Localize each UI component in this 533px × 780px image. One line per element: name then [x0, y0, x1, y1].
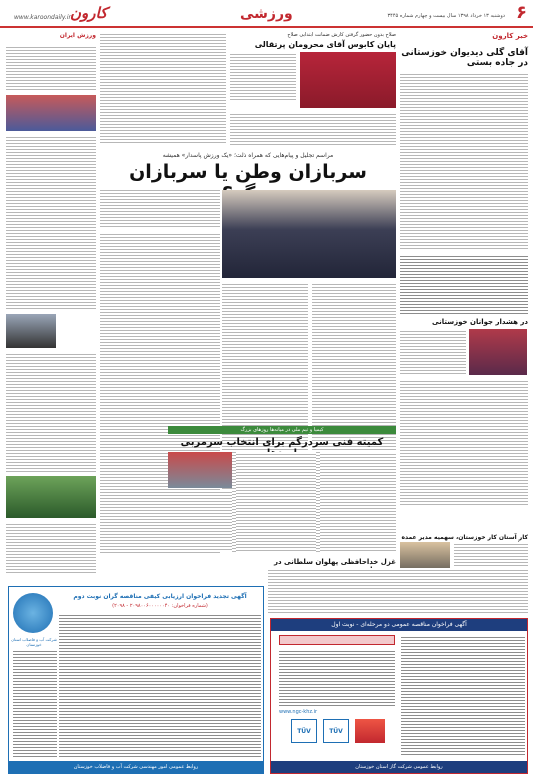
left-story-2: [6, 135, 96, 310]
dateline: دوشنبه ۱۳ خرداد ۱۳۹۸ سال بیست و چهارم شماره ۳۴۴۵: [387, 13, 505, 19]
left-photo-3: [6, 476, 96, 518]
mid-body-right: [320, 452, 396, 552]
top-story-photo: [300, 52, 396, 108]
ad-right-title: آگهی فراخوان مناقصه عمومی دو مرحله‌ای - نوبت اول: [271, 619, 527, 631]
lead-kicker: مراسم تجلیل و پیام‌هایی که همراه ذلت؛ «یک ورزش پاسدار» همیشه: [162, 152, 334, 159]
page-header: [0, 0, 533, 28]
ad-left-ref: (شماره فراخوان: ۲۰۹۸۰۰۶۰۰۰۰۰۰۴۰ - ۲۰۹۸): [112, 603, 208, 609]
left-story-3: [6, 352, 96, 472]
mid-body-left: [168, 490, 232, 552]
lead-headline: سربازان وطن یا سربازان: [129, 161, 367, 183]
ad-right-footer: روابط عمومی شرکت گاز استان خوزستان: [271, 761, 527, 773]
top-story-headline: پایان کابوس آقای محرومان پرتقالی: [254, 40, 396, 49]
water-logo-icon: [13, 593, 53, 633]
right-story-body: [400, 72, 528, 250]
mid-photo-team: [168, 452, 232, 488]
ad-left-title: آگهی تجدید فراخوان ارزیابی کیفی مناقصه گران نوبت دوم: [73, 593, 247, 600]
bottom-story-body: [268, 568, 528, 614]
right-column-label: خبر کارون: [492, 32, 528, 40]
left-column: [6, 32, 96, 567]
page-number: ۶: [516, 2, 527, 23]
tuv-badge-2: TÜV: [323, 719, 349, 743]
right-bottom-body-2: [400, 379, 528, 507]
ad-right-notice: [279, 635, 395, 645]
paper-logo: کارون: [70, 4, 108, 22]
left-story-1: [6, 45, 96, 91]
left-photo-1: [6, 95, 96, 131]
ad-left-body-2: [13, 649, 57, 757]
top-story-left-body: [100, 32, 226, 144]
caption-label: کار آستان کار خوزستان، سهمیه مدیر عمده: [401, 534, 528, 541]
gas-logo-icon: [355, 719, 385, 743]
right-bottom-headline: در هشدار جوانان خوزستانی: [432, 318, 528, 326]
right-story-headline: آقای گلی دیدیوان خوزستانی در جاده بستی: [401, 48, 528, 68]
tuv-badge-1: TÜV: [291, 719, 317, 743]
ad-right-body-2: [279, 649, 395, 707]
section-title: ورزشی: [240, 6, 293, 22]
ad-left-footer: روابط عمومی امور مهندسی شرکت آب و فاضلاب خوزستان: [9, 761, 263, 773]
left-photo-2: [6, 314, 56, 348]
mid-kicker: کیمیا و تیم ملی در میانه‌ها روزهای بزرگ: [240, 427, 324, 433]
top-story-caption: صلاح بدون حضور گرفتن کارش ضمانت ابتدایی صلاح: [287, 32, 396, 38]
mid-body-center: [236, 452, 316, 552]
bottom-story-headline: غزل خداحافظی پهلوان سلطانی در: [274, 558, 396, 566]
right-bottom-photo: [469, 329, 527, 375]
ad-right-body: [401, 635, 525, 755]
ad-left: [8, 586, 264, 774]
lead-body-top: [100, 188, 220, 228]
right-story-body-2: [400, 254, 528, 314]
left-column-label: ورزش ایران: [59, 32, 96, 39]
right-column: [400, 32, 528, 567]
mid-headline: کمیته فنی سردرگم برای انتخاب سرمربی: [180, 437, 384, 448]
lead-photo: [222, 190, 396, 278]
top-story-body-2: [230, 112, 396, 146]
ad-left-body: [59, 613, 261, 757]
left-story-4: [6, 522, 96, 574]
top-story-body: [230, 52, 296, 102]
website: www.karoondaily.ir: [14, 14, 71, 21]
top-story: [100, 32, 396, 150]
right-bottom-body: [400, 329, 466, 375]
ad-right: [270, 618, 528, 774]
ad-right-website: www.ngc-khz.ir: [279, 709, 318, 715]
ad-left-org: شرکت آب و فاضلاب استان خوزستان: [11, 637, 57, 647]
